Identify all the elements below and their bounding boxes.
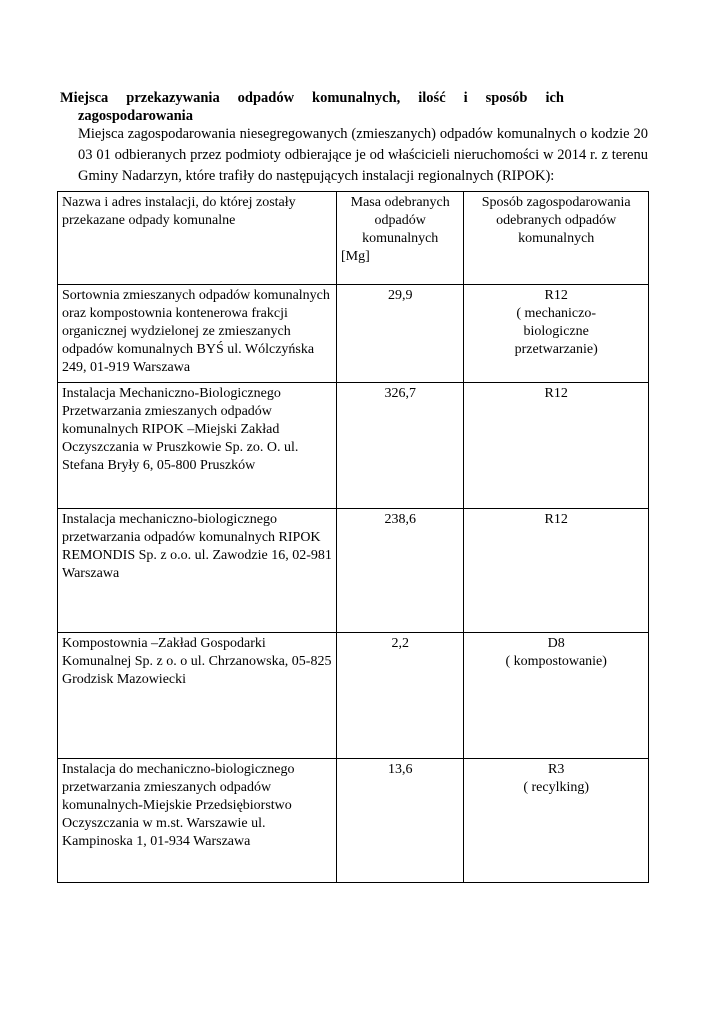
row-mass-cell — [337, 285, 464, 383]
table-row — [58, 759, 649, 883]
section-heading: Miejsca przekazywania odpadów komunalnych, ilość i sposób ich — [60, 90, 564, 106]
row-name-cell — [58, 383, 337, 509]
row-name-cell — [58, 633, 337, 759]
row-mass: 238,6 — [384, 512, 416, 527]
row-mass-cell — [337, 759, 464, 883]
row-method-desc: ( kompostowanie) — [505, 654, 607, 669]
row-method-code: D8 — [547, 636, 565, 651]
row-mass-cell — [337, 383, 464, 509]
row-method-cell — [464, 633, 649, 759]
row-name: Instalacja Mechaniczno-Biologicznego Przetwarzania zmieszanych odpadów komunalnych RIPOK –Miejski Zakład Oczyszczania w Pruszkowie Sp. zo. O. ul. Stefana Bryły 6, 05-800 Pruszków — [62, 386, 299, 473]
header-mass — [337, 192, 464, 285]
row-mass-cell — [337, 633, 464, 759]
waste-table — [57, 191, 649, 883]
row-method-code: R3 — [548, 762, 565, 777]
row-method-code: R12 — [544, 288, 568, 303]
row-mass: 13,6 — [387, 762, 413, 777]
row-method-cell — [464, 383, 649, 509]
row-method-code: R12 — [544, 386, 568, 401]
row-method-cell — [464, 509, 649, 633]
row-name-cell — [58, 285, 337, 383]
row-name-cell — [58, 759, 337, 883]
section-heading-continuation: zagospodarowania — [78, 108, 193, 124]
header-name-text: Nazwa i adres instalacji, do której zostały przekazane odpady komunalne — [62, 195, 296, 228]
table-row — [58, 633, 649, 759]
table-header-row — [58, 192, 649, 285]
header-mass-unit: [Mg] — [341, 249, 370, 264]
row-name: Sortownia zmieszanych odpadów komunalnych oraz kompostownia kontenerowa frakcji organicznej wydzielonej ze zmieszanych odpadów komunalnych BYŚ ul. Wólczyńska 249, 01-919 Warszawa — [62, 288, 330, 375]
table-row — [58, 509, 649, 633]
row-method-desc: ( recylking) — [523, 780, 590, 795]
table-row — [58, 285, 649, 383]
row-mass: 29,9 — [387, 288, 413, 303]
row-mass: 326,7 — [384, 386, 416, 401]
header-mass-text: Masa odebranych odpadów komunalnych — [350, 195, 450, 246]
header-method-text: Sposób zagospodarowania odebranych odpadów komunalnych — [481, 195, 631, 246]
row-name: Instalacja do mechaniczno-biologicznego przetwarzania zmieszanych odpadów komunalnych-Miejskie Przedsiębiorstwo Oczyszczania w m.st. Warszawie ul. Kampinoska 1, 01-934 Warszawa — [62, 762, 295, 849]
row-method-cell — [464, 285, 649, 383]
row-name: Instalacja mechaniczno-biologicznego przetwarzania odpadów komunalnych RIPOK REMONDIS Sp. z o.o. ul. Zawodzie 16, 02-981 Warszawa — [62, 512, 332, 581]
row-name: Kompostownia –Zakład Gospodarki Komunalnej Sp. z o. o ul. Chrzanowska, 05-825 Grodzisk Mazowiecki — [62, 636, 332, 687]
header-method — [464, 192, 649, 285]
row-mass-cell — [337, 509, 464, 633]
row-method-cell — [464, 759, 649, 883]
intro-paragraph: Miejsca zagospodarowania niesegregowanych (zmieszanych) odpadów komunalnych o kodzie 20 03 01 odbieranych przez podmioty odbierające je od właścicieli nieruchomości w 2014 r. z terenu Gminy Nadarzyn, które trafiły do następujących instalacji regionalnych (RIPOK): — [78, 126, 648, 184]
row-method-code: R12 — [544, 512, 568, 527]
table-row — [58, 383, 649, 509]
row-name-cell — [58, 509, 337, 633]
row-method-desc: ( mechaniczo-biologiczne przetwarzanie) — [514, 306, 598, 357]
row-mass: 2,2 — [391, 636, 409, 651]
header-name — [58, 192, 337, 285]
